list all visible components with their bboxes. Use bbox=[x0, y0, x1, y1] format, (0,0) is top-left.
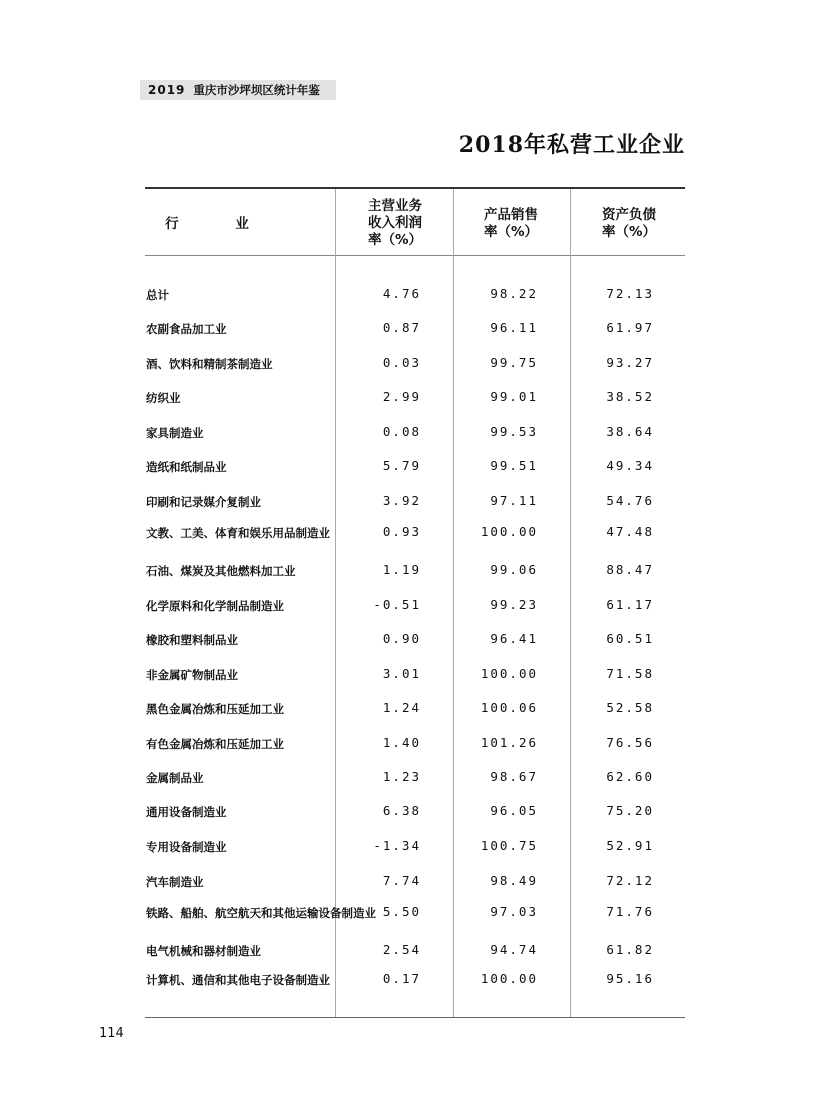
profit-rate-value: 2.54 bbox=[382, 942, 421, 957]
profit-rate-value: 6.38 bbox=[382, 803, 421, 818]
table-header-rule bbox=[145, 255, 685, 256]
table-row bbox=[0, 836, 816, 856]
industry-name: 专用设备制造业 bbox=[146, 840, 227, 854]
industry-name: 纺织业 bbox=[146, 391, 181, 405]
table-row bbox=[0, 456, 816, 476]
table-bottom-rule bbox=[145, 1017, 685, 1018]
running-header bbox=[140, 80, 336, 100]
debt-ratio-value: 71.58 bbox=[606, 666, 654, 681]
table-row bbox=[0, 969, 816, 989]
page-title: 2018年私营工业企业 bbox=[458, 132, 685, 158]
header-sales-rate: 产品销售 率（%） bbox=[483, 207, 539, 240]
table-row bbox=[0, 491, 816, 511]
debt-ratio-value: 52.91 bbox=[606, 838, 654, 853]
sales-rate-value: 100.00 bbox=[480, 524, 538, 539]
profit-rate-value: 3.92 bbox=[382, 493, 421, 508]
industry-name: 非金属矿物制品业 bbox=[146, 668, 238, 682]
table-row bbox=[0, 902, 816, 922]
debt-ratio-value: 38.64 bbox=[606, 424, 654, 439]
sales-rate-value: 99.75 bbox=[490, 355, 538, 370]
debt-ratio-value: 71.76 bbox=[606, 904, 654, 919]
debt-ratio-value: 93.27 bbox=[606, 355, 654, 370]
table-row bbox=[0, 522, 816, 542]
profit-rate-value: 0.90 bbox=[382, 631, 421, 646]
table-row bbox=[0, 940, 816, 960]
sales-rate-value: 98.49 bbox=[490, 873, 538, 888]
industry-name: 电气机械和器材制造业 bbox=[146, 944, 261, 958]
header-book-title: 重庆市沙坪坝区统计年鉴 bbox=[193, 83, 320, 97]
table-row bbox=[0, 698, 816, 718]
debt-ratio-value: 61.17 bbox=[606, 597, 654, 612]
table-top-rule bbox=[145, 187, 685, 189]
sales-rate-value: 99.01 bbox=[490, 389, 538, 404]
table-row bbox=[0, 387, 816, 407]
table-row bbox=[0, 801, 816, 821]
debt-ratio-value: 61.97 bbox=[606, 320, 654, 335]
sales-rate-value: 101.26 bbox=[480, 735, 538, 750]
sales-rate-value: 97.11 bbox=[490, 493, 538, 508]
debt-ratio-value: 47.48 bbox=[606, 524, 654, 539]
table-row bbox=[0, 284, 816, 304]
industry-name: 造纸和纸制品业 bbox=[146, 460, 227, 474]
debt-ratio-value: 75.20 bbox=[606, 803, 654, 818]
sales-rate-value: 94.74 bbox=[490, 942, 538, 957]
profit-rate-value: 1.40 bbox=[382, 735, 421, 750]
table-row bbox=[0, 871, 816, 891]
table-row bbox=[0, 629, 816, 649]
profit-rate-value: 0.93 bbox=[382, 524, 421, 539]
industry-name: 橡胶和塑料制品业 bbox=[146, 633, 238, 647]
debt-ratio-value: 52.58 bbox=[606, 700, 654, 715]
debt-ratio-value: 76.56 bbox=[606, 735, 654, 750]
table-row bbox=[0, 422, 816, 442]
industry-name: 农副食品加工业 bbox=[146, 322, 227, 336]
sales-rate-value: 99.23 bbox=[490, 597, 538, 612]
industry-name: 通用设备制造业 bbox=[146, 805, 227, 819]
sales-rate-value: 99.53 bbox=[490, 424, 538, 439]
table-row bbox=[0, 353, 816, 373]
industry-name: 印刷和记录媒介复制业 bbox=[146, 495, 261, 509]
industry-name: 计算机、通信和其他电子设备制造业 bbox=[146, 973, 330, 987]
industry-name: 化学原料和化学制品制造业 bbox=[146, 599, 284, 613]
sales-rate-value: 96.11 bbox=[490, 320, 538, 335]
sales-rate-value: 98.22 bbox=[490, 286, 538, 301]
profit-rate-value: 0.87 bbox=[382, 320, 421, 335]
profit-rate-value: 3.01 bbox=[382, 666, 421, 681]
table-row bbox=[0, 733, 816, 753]
profit-rate-value: 1.24 bbox=[382, 700, 421, 715]
profit-rate-value: 5.79 bbox=[382, 458, 421, 473]
debt-ratio-value: 88.47 bbox=[606, 562, 654, 577]
industry-name: 汽车制造业 bbox=[146, 875, 204, 889]
profit-rate-value: 0.03 bbox=[382, 355, 421, 370]
profit-rate-value: 1.19 bbox=[382, 562, 421, 577]
sales-rate-value: 99.51 bbox=[490, 458, 538, 473]
debt-ratio-value: 38.52 bbox=[606, 389, 654, 404]
industry-name: 铁路、船舶、航空航天和其他运输设备制造业 bbox=[146, 906, 376, 920]
industry-name: 黑色金属冶炼和压延加工业 bbox=[146, 702, 284, 716]
profit-rate-value: 4.76 bbox=[382, 286, 421, 301]
industry-name: 石油、煤炭及其他燃料加工业 bbox=[146, 564, 296, 578]
header-year: 2019 bbox=[148, 83, 186, 97]
profit-rate-value: -0.51 bbox=[373, 597, 421, 612]
profit-rate-value: 7.74 bbox=[382, 873, 421, 888]
debt-ratio-value: 62.60 bbox=[606, 769, 654, 784]
industry-name: 总计 bbox=[146, 288, 169, 302]
profit-rate-value: 0.08 bbox=[382, 424, 421, 439]
sales-rate-value: 98.67 bbox=[490, 769, 538, 784]
industry-name: 有色金属冶炼和压延加工业 bbox=[146, 737, 284, 751]
industry-name: 家具制造业 bbox=[146, 426, 204, 440]
profit-rate-value: 1.23 bbox=[382, 769, 421, 784]
profit-rate-value: 5.50 bbox=[382, 904, 421, 919]
header-industry: 行 业 bbox=[165, 216, 275, 232]
sales-rate-value: 97.03 bbox=[490, 904, 538, 919]
debt-ratio-value: 72.13 bbox=[606, 286, 654, 301]
profit-rate-value: 0.17 bbox=[382, 971, 421, 986]
sales-rate-value: 96.41 bbox=[490, 631, 538, 646]
sales-rate-value: 100.75 bbox=[480, 838, 538, 853]
profit-rate-value: 2.99 bbox=[382, 389, 421, 404]
debt-ratio-value: 54.76 bbox=[606, 493, 654, 508]
sales-rate-value: 99.06 bbox=[490, 562, 538, 577]
sales-rate-value: 100.00 bbox=[480, 971, 538, 986]
page-number: 114 bbox=[99, 1026, 124, 1041]
sales-rate-value: 100.00 bbox=[480, 666, 538, 681]
debt-ratio-value: 95.16 bbox=[606, 971, 654, 986]
profit-rate-value: -1.34 bbox=[373, 838, 421, 853]
debt-ratio-value: 49.34 bbox=[606, 458, 654, 473]
table-row bbox=[0, 560, 816, 580]
table-row bbox=[0, 664, 816, 684]
industry-name: 金属制品业 bbox=[146, 771, 204, 785]
sales-rate-value: 100.06 bbox=[480, 700, 538, 715]
table-row bbox=[0, 595, 816, 615]
table-row bbox=[0, 318, 816, 338]
debt-ratio-value: 72.12 bbox=[606, 873, 654, 888]
industry-name: 文教、工美、体育和娱乐用品制造业 bbox=[146, 526, 330, 540]
debt-ratio-value: 61.82 bbox=[606, 942, 654, 957]
header-debt-ratio: 资产负债 率（%） bbox=[601, 207, 657, 240]
debt-ratio-value: 60.51 bbox=[606, 631, 654, 646]
header-profit-rate: 主营业务 收入利润 率（%） bbox=[367, 198, 423, 248]
table-row bbox=[0, 767, 816, 787]
industry-name: 酒、饮料和精制茶制造业 bbox=[146, 357, 273, 371]
sales-rate-value: 96.05 bbox=[490, 803, 538, 818]
